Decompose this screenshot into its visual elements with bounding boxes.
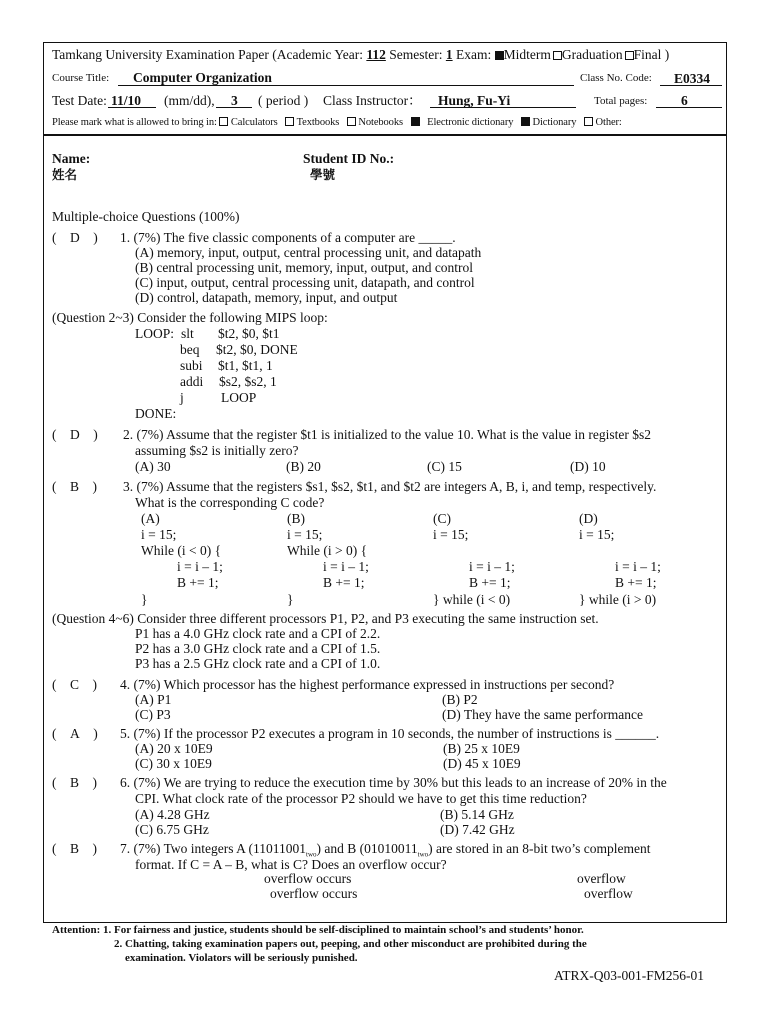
q5-answer-slot: ( A ) — [52, 726, 98, 741]
q5-option-d: (D) 45 x 10E9 — [443, 756, 521, 771]
q4-answer-slot: ( C ) — [52, 677, 98, 692]
graduation-checkbox — [553, 51, 562, 60]
loop-args-3: $t1, $t1, 1 — [218, 358, 273, 373]
notebooks-checkbox — [347, 117, 356, 126]
q3-stem-line1: 3. (7%) Assume that the registers $s1, $s2, $t1, and $t2 are integers A, B, i, and temp, respectively. — [123, 479, 657, 494]
total-pages-label: Total pages: — [594, 95, 648, 107]
academic-year: 112 — [366, 47, 386, 62]
exam-label: Exam: — [452, 47, 495, 62]
q6-stem-line1: 6. (7%) We are trying to reduce the execution time by 30% but this leads to an increase of 20% in the — [120, 775, 667, 790]
q5-option-b: (B) 25 x 10E9 — [443, 741, 520, 756]
proc-line-p1: P1 has a 4.0 GHz clock rate and a CPI of 2.2. — [135, 626, 381, 641]
q1-option-a: (A) memory, input, output, central processing unit, and datapath — [135, 245, 482, 260]
test-date: 11/10 — [111, 93, 142, 108]
course-title: Computer Organization — [133, 70, 272, 85]
instructor-name: Hung, Fu-Yi — [438, 93, 511, 108]
period-value: 3 — [231, 93, 238, 108]
q5-option-a: (A) 20 x 10E9 — [135, 741, 213, 756]
exam-title-line — [52, 48, 669, 62]
allowed-textbooks: Textbooks — [296, 117, 340, 128]
q3-answer: B — [70, 479, 80, 494]
q6-stem-line2: CPI. What clock rate of the processor P2 should we have to get this time reduction? — [135, 791, 587, 806]
loop-op-1: slt — [181, 326, 194, 341]
allowed-other: Other: — [595, 117, 622, 128]
q7-sub-two-b: two — [417, 850, 429, 859]
loop-args-4: $s2, $s2, 1 — [219, 374, 277, 389]
form-code: ATRX-Q03-001-FM256-01 — [554, 968, 704, 983]
proc-line-p3: P3 has a 2.5 GHz clock rate and a CPI of 1.0. — [135, 656, 381, 671]
q2-option-d: (D) 10 — [570, 459, 606, 474]
q2-stem-line1: 2. (7%) Assume that the register $t1 is initialized to the value 10. What is the value in register $s2 — [123, 427, 652, 442]
total-pages-underline — [656, 107, 722, 108]
q3-b-inc: B += 1; — [323, 575, 365, 590]
calculators-checkbox — [219, 117, 228, 126]
exam-option-final: Final ) — [633, 47, 670, 62]
q6-answer-slot: ( B ) — [52, 775, 98, 790]
q3-d-label: (D) — [579, 511, 598, 526]
q4-stem: 4. (7%) Which processor has the highest performance expressed in instructions per second? — [120, 677, 615, 692]
loop-op-4: addi — [180, 374, 204, 389]
q3-d-dec: i = i – 1; — [615, 559, 661, 574]
q3-c-inc: B += 1; — [469, 575, 511, 590]
q3-answer-slot: ( B ) — [52, 479, 98, 494]
final-checkbox — [625, 51, 634, 60]
course-title-underline — [118, 85, 574, 86]
name-label-zh: 姓名 — [52, 168, 78, 182]
q3-a-label: (A) — [141, 511, 160, 526]
attention-line-1: Attention: 1. For fairness and justice, students should be self-disciplined to maintain school’s and students’ honor. — [52, 924, 584, 936]
q1-option-b: (B) central processing unit, memory, input, output, and control — [135, 260, 474, 275]
q3-b-dec: i = i – 1; — [323, 559, 369, 574]
period-label: ( period ) — [258, 93, 309, 108]
q3-b-label: (B) — [287, 511, 305, 526]
instructor-underline — [430, 107, 576, 108]
exam-title-prefix: Tamkang University Examination Paper (Academic Year: — [52, 47, 367, 62]
q2-answer: D — [70, 427, 80, 442]
q3-c-end: } while (i < 0) — [433, 592, 511, 607]
q3-b-init: i = 15; — [287, 527, 323, 542]
loop-intro: (Question 2~3) Consider the following MIPS loop: — [52, 310, 328, 325]
dictionary-checkbox — [521, 117, 530, 126]
q5-option-c: (C) 30 x 10E9 — [135, 756, 212, 771]
textbooks-checkbox — [285, 117, 294, 126]
q3-a-inc: B += 1; — [177, 575, 219, 590]
semester-value: 1 — [445, 47, 453, 62]
loop-label-done: DONE: — [135, 406, 177, 421]
q2-stem-line2: assuming $s2 is initially zero? — [135, 443, 299, 458]
allowed-electronic-dictionary: Electronic dictionary — [427, 117, 514, 128]
midterm-checkbox — [495, 51, 504, 60]
q4-answer: C — [70, 677, 80, 692]
instructor-label: Class Instructor： — [323, 93, 422, 108]
q3-d-inc: B += 1; — [615, 575, 657, 590]
q6-option-b: (B) 5.14 GHz — [440, 807, 514, 822]
loop-args-5: LOOP — [221, 390, 257, 405]
other-checkbox — [584, 117, 593, 126]
proc-intro: (Question 4~6) Consider three different processors P1, P2, and P3 executing the same instruction set. — [52, 611, 599, 626]
section-title: Multiple-choice Questions (100%) — [52, 209, 240, 224]
attention-line-2: 2. Chatting, taking examination papers out, peeping, and other misconduct are prohibited during the — [114, 938, 587, 950]
exam-option-graduation: Graduation — [561, 47, 623, 62]
q4-option-c: (C) P3 — [135, 707, 171, 722]
q3-d-init: i = 15; — [579, 527, 615, 542]
q4-option-a: (A) P1 — [135, 692, 172, 707]
q6-option-c: (C) 6.75 GHz — [135, 822, 209, 837]
q4-option-b: (B) P2 — [442, 692, 478, 707]
q7-stem-line2: format. If C = A – B, what is C? Does an overflow occur? — [135, 857, 447, 872]
q7-partial-4: overflow — [584, 886, 633, 901]
exam-option-midterm: Midterm — [503, 47, 551, 62]
q7-partial-2: overflow — [577, 871, 626, 886]
q1-answer-slot: ( D ) — [52, 230, 98, 245]
q7-sub-two-a: two — [306, 850, 317, 859]
loop-args-2: $t2, $0, DONE — [216, 342, 298, 357]
student-id-label: Student ID No.: — [303, 151, 395, 166]
q6-option-a: (A) 4.28 GHz — [135, 807, 210, 822]
allowed-notebooks: Notebooks — [358, 117, 403, 128]
q1-option-c: (C) input, output, central processing unit, datapath, and control — [135, 275, 475, 290]
q2-option-c: (C) 15 — [427, 459, 462, 474]
q3-c-dec: i = i – 1; — [469, 559, 515, 574]
test-date-label: Test Date: — [52, 93, 107, 108]
allowed-calculators: Calculators — [230, 117, 278, 128]
loop-op-3: subi — [180, 358, 203, 373]
q3-d-end: } while (i > 0) — [579, 592, 657, 607]
q6-option-d: (D) 7.42 GHz — [440, 822, 515, 837]
course-title-label: Course Title: — [52, 72, 110, 84]
period-underline — [216, 107, 252, 108]
q3-a-dec: i = i – 1; — [177, 559, 223, 574]
electronic-dictionary-checkbox — [411, 117, 420, 126]
proc-line-p2: P2 has a 3.0 GHz clock rate and a CPI of 1.5. — [135, 641, 381, 656]
q2-option-a: (A) 30 — [135, 459, 171, 474]
allowed-label: Please mark what is allowed to bring in: — [52, 117, 217, 128]
q5-stem: 5. (7%) If the processor P2 executes a program in 10 seconds, the number of instructions is ______. — [120, 726, 660, 741]
q3-c-init: i = 15; — [433, 527, 469, 542]
q7-partial-1: overflow occurs — [264, 871, 352, 886]
q7-stem-b: ) and B (01010011 — [316, 841, 418, 856]
student-id-label-zh: 學號 — [310, 168, 336, 182]
q3-c-label: (C) — [433, 511, 451, 526]
q1-answer: D — [70, 230, 80, 245]
loop-label-loop: LOOP: — [135, 326, 175, 341]
class-code: E0334 — [674, 71, 711, 86]
q4-option-d: (D) They have the same performance — [442, 707, 644, 722]
q2-answer-slot: ( D ) — [52, 427, 98, 442]
q1-stem: 1. (7%) The five classic components of a computer are _____. — [120, 230, 456, 245]
loop-op-2: beq — [180, 342, 200, 357]
loop-op-5: j — [180, 390, 184, 405]
class-code-underline — [660, 85, 722, 86]
q7-answer: B — [70, 841, 80, 856]
q5-answer: A — [70, 726, 80, 741]
q3-a-end: } — [141, 592, 148, 607]
test-date-underline — [108, 107, 156, 108]
q3-stem-line2: What is the corresponding C code? — [135, 495, 325, 510]
q7-stem-a: 7. (7%) Two integers A (11011001 — [120, 841, 307, 856]
q3-a-head: While (i < 0) { — [141, 543, 222, 558]
class-code-label: Class No. Code: — [580, 72, 652, 84]
allowed-dictionary: Dictionary — [532, 117, 577, 128]
semester-label: Semester: — [385, 47, 446, 62]
q3-b-end: } — [287, 592, 294, 607]
loop-args-1: $t2, $0, $t1 — [218, 326, 280, 341]
q7-partial-3: overflow occurs — [270, 886, 358, 901]
q3-a-init: i = 15; — [141, 527, 177, 542]
q7-stem-c: ) are stored in an 8-bit two’s complement — [428, 841, 651, 856]
name-label: Name: — [52, 151, 91, 166]
date-format: (mm/dd), — [164, 93, 215, 108]
q6-answer: B — [70, 775, 80, 790]
allowed-items-line — [52, 117, 622, 129]
q3-b-head: While (i > 0) { — [287, 543, 368, 558]
total-pages: 6 — [681, 93, 688, 108]
attention-line-3: examination. Violators will be seriously punished. — [125, 952, 358, 964]
q7-answer-slot: ( B ) — [52, 841, 98, 856]
q1-option-d: (D) control, datapath, memory, input, and output — [135, 290, 398, 305]
q2-option-b: (B) 20 — [286, 459, 321, 474]
